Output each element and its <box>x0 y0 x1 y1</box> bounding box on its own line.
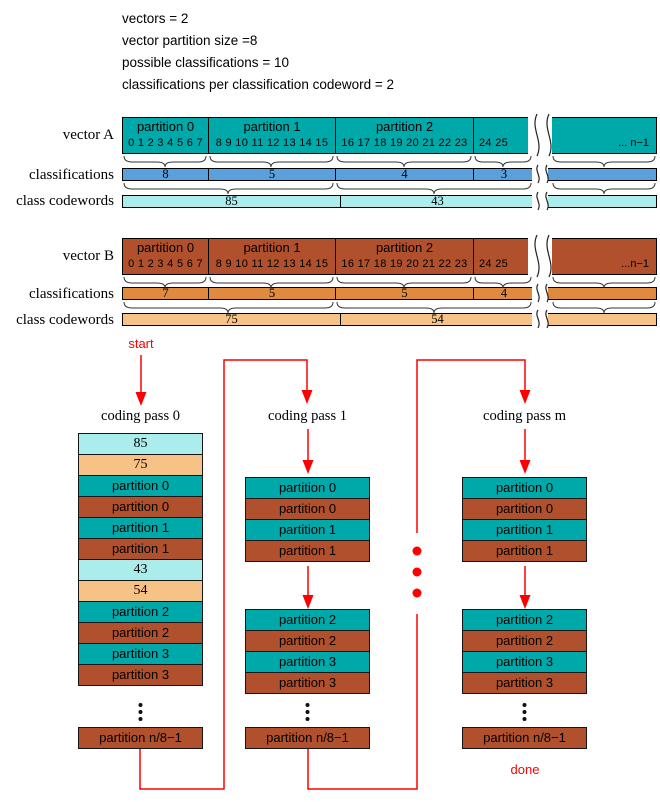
partition-section <box>336 239 474 274</box>
codeword-value: 85 <box>123 196 341 207</box>
stack-box: partition 1 <box>462 519 587 541</box>
stack-box: partition 2 <box>78 622 203 644</box>
vector-tail-section <box>534 118 656 153</box>
partition-name: partition 0 <box>136 240 195 255</box>
partition-name <box>474 118 534 135</box>
partition-name: partition 2 <box>375 240 434 255</box>
stack-box: 43 <box>78 559 203 581</box>
partition-indices: 8 9 10 11 12 13 14 15 <box>215 137 329 149</box>
vector-tail-section <box>534 239 656 274</box>
coding-pass-1-group-1 <box>245 477 370 562</box>
partition-name: partition 2 <box>375 119 434 134</box>
classification-value: 4 <box>500 286 508 300</box>
partition-name: partition 1 <box>243 240 301 255</box>
codeword-value: 43 <box>431 194 444 208</box>
stack-box: partition 1 <box>462 540 587 562</box>
more-passes-dot <box>413 547 422 556</box>
coding-pass-m-group-1 <box>462 477 587 562</box>
codeword-value: 54 <box>431 312 444 326</box>
partition-indices: 16 17 18 19 20 21 22 23 <box>341 258 468 270</box>
param-line-partition-size: vector partition size =8 <box>122 33 258 48</box>
partition-name: partition 0 <box>136 119 195 134</box>
stack-box: partition 3 <box>245 651 370 673</box>
pass1-arrowhead-1 <box>303 460 314 474</box>
stack-box: partition 3 <box>78 664 203 686</box>
vector-b-label: vector B <box>62 248 114 264</box>
stack-box: partition 3 <box>78 643 203 665</box>
vector-a-classifications-bar <box>122 168 657 181</box>
coding-pass-m-group-2 <box>462 609 587 694</box>
stack-box: partition 3 <box>462 672 587 694</box>
coding-pass-m-last-box: partition n/8−1 <box>462 727 587 749</box>
stack-box: partition 0 <box>462 498 587 520</box>
stack-box: partition 0 <box>245 477 370 499</box>
stack-box: partition 2 <box>462 609 587 631</box>
stack-box: partition 3 <box>462 651 587 673</box>
stack-box: partition 2 <box>245 609 370 631</box>
param-line-codeword: classifications per classification codeword = 2 <box>122 77 395 92</box>
stack-box: partition 0 <box>245 498 370 520</box>
partition-section <box>474 239 534 274</box>
stack-box: partition 0 <box>78 475 203 497</box>
vector-b-classifications-label: classifications <box>29 286 114 302</box>
partition-indices: 8 9 10 11 12 13 14 15 <box>215 258 329 270</box>
coding-pass-0-title: coding pass 0 <box>101 408 180 424</box>
passm-arrowhead-2 <box>520 595 531 609</box>
classification-tail <box>534 288 656 299</box>
classification-value: 8 <box>123 169 209 180</box>
partition-section <box>123 239 209 274</box>
stack-box: partition 1 <box>78 538 203 560</box>
stack-box: 75 <box>78 454 203 476</box>
vector-b-codewords-bar <box>122 313 657 326</box>
partition-indices: 24 25 <box>479 137 509 149</box>
vector-a-label: vector A <box>62 127 114 143</box>
stack-box: partition 1 <box>245 519 370 541</box>
codeword-value: 75 <box>123 314 341 325</box>
vector-b-bar <box>122 238 657 275</box>
classification-value: 7 <box>123 288 209 299</box>
coding-pass-1-group-2 <box>245 609 370 694</box>
vector-tail: ... n−1 <box>618 137 649 149</box>
partition-section <box>474 118 534 153</box>
vector-a-codewords-label: class codewords <box>16 193 114 209</box>
vector-a-codewords-bar <box>122 195 657 208</box>
stack-box: 54 <box>78 580 203 602</box>
classification-value: 4 <box>336 169 474 180</box>
classification-value: 5 <box>209 288 336 299</box>
pass1-arrowhead-2 <box>303 595 314 609</box>
stack-box: partition 1 <box>245 540 370 562</box>
stack-box: 85 <box>78 433 203 455</box>
param-line-classifications: possible classifications = 10 <box>122 55 289 70</box>
partition-indices: 24 25 <box>479 258 509 270</box>
partition-indices: 16 17 18 19 20 21 22 23 <box>341 137 468 149</box>
partition-name <box>474 239 534 256</box>
vector-b-classifications-bar <box>122 287 657 300</box>
coding-pass-m-title: coding pass m <box>483 408 566 424</box>
coding-pass-0-last-box: partition n/8−1 <box>78 727 203 749</box>
stack-box: partition 3 <box>245 672 370 694</box>
start-label: start <box>128 336 154 351</box>
stack-box: partition 0 <box>462 477 587 499</box>
parameters-block <box>122 8 394 96</box>
vector-a-classifications-label: classifications <box>29 167 114 183</box>
partition-name: partition 1 <box>243 119 301 134</box>
more-passes-dot <box>413 568 422 577</box>
vector-b-codewords-label: class codewords <box>16 312 114 328</box>
stack-box: partition 0 <box>78 496 203 518</box>
coding-pass-0-stack <box>78 433 203 686</box>
stack-box: partition 2 <box>245 630 370 652</box>
classification-value: 5 <box>336 288 474 299</box>
passm-in-arrowhead <box>520 390 531 404</box>
codeword-tail <box>534 314 656 325</box>
partition-name <box>534 118 656 135</box>
more-passes-dot <box>413 589 422 598</box>
param-line-vectors: vectors = 2 <box>122 11 189 26</box>
pass1-in-arrowhead <box>302 390 313 404</box>
classification-value: 5 <box>209 169 336 180</box>
stack-box: partition 2 <box>462 630 587 652</box>
partition-section <box>209 118 336 153</box>
start-arrowhead <box>136 392 147 406</box>
stack-box: partition 2 <box>78 601 203 623</box>
stack-box: partition 1 <box>78 517 203 539</box>
vector-tail: ...n−1 <box>621 258 649 270</box>
vector-a-bar <box>122 117 657 154</box>
partition-section <box>209 239 336 274</box>
partition-name <box>534 239 656 256</box>
column-ellipsis-dots <box>139 703 527 721</box>
partition-indices: 0 1 2 3 4 5 6 7 <box>128 258 203 270</box>
coding-pass-1-title: coding pass 1 <box>268 408 347 424</box>
codeword-tail <box>534 196 656 207</box>
done-label: done <box>510 762 540 777</box>
partition-section <box>123 118 209 153</box>
classification-tail <box>534 169 656 180</box>
partition-section <box>336 118 474 153</box>
passm-arrowhead-1 <box>520 460 531 474</box>
partition-indices: 0 1 2 3 4 5 6 7 <box>128 137 203 149</box>
classification-value: 3 <box>500 167 508 181</box>
coding-pass-1-last-box: partition n/8−1 <box>245 727 370 749</box>
